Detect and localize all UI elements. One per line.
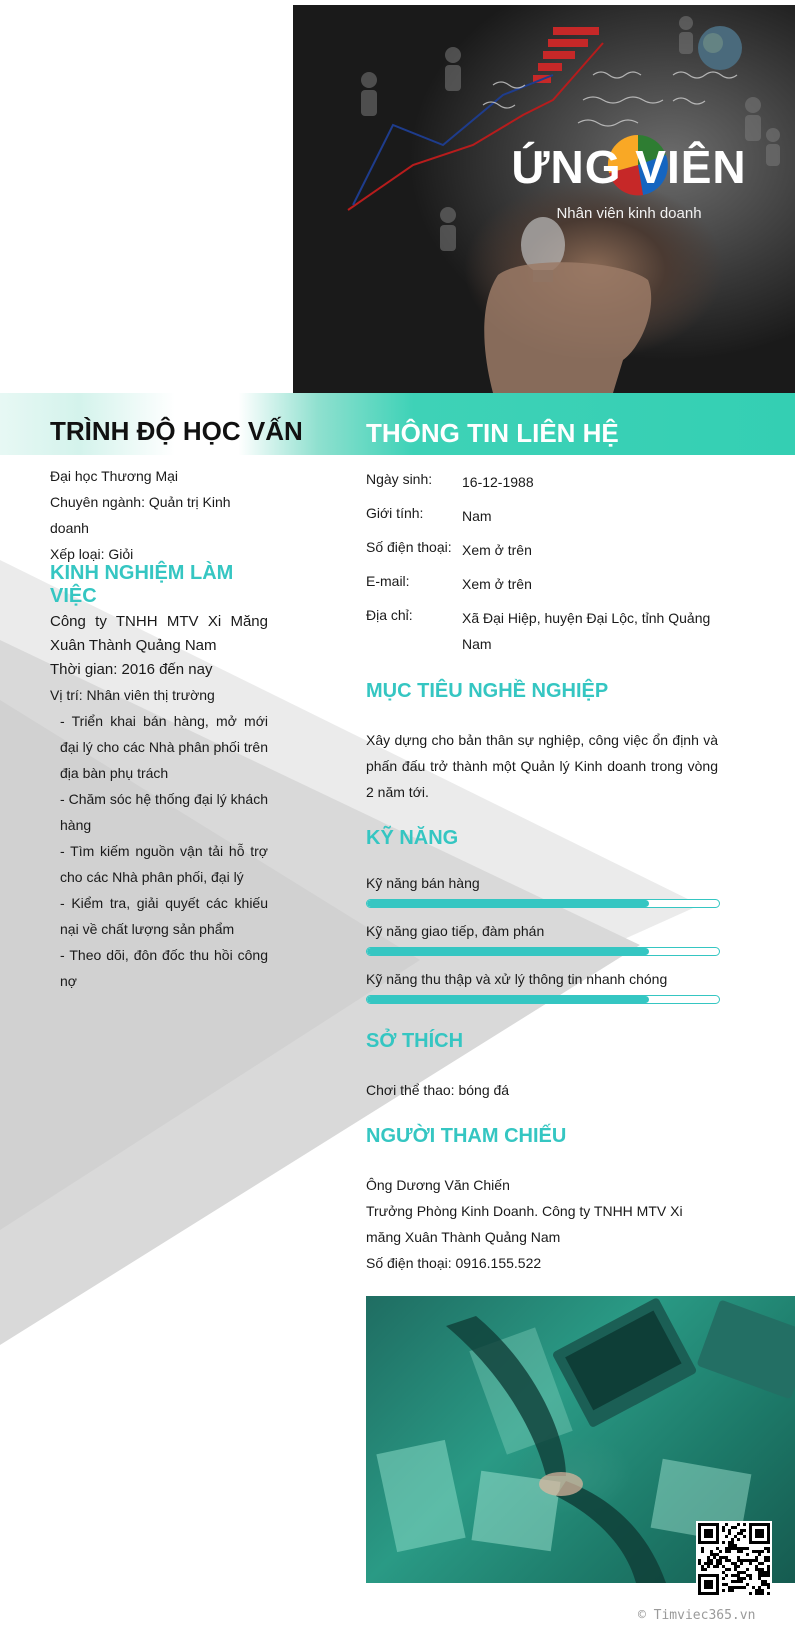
- skill-fill: [367, 900, 649, 907]
- duty-item: - Tìm kiếm nguồn vận tải hỗ trợ cho các Nhà phân phối, đại lý: [60, 843, 268, 885]
- education-major: Chuyên ngành: Quản trị Kinh doanh: [50, 494, 231, 536]
- reference-name: Ông Dương Văn Chiến: [366, 1177, 510, 1193]
- contact-row-birthdate: [366, 466, 718, 495]
- skill-item: [366, 969, 718, 1017]
- contact-row-email: [366, 568, 718, 597]
- skill-fill: [367, 948, 649, 955]
- contact-label: E-mail:: [366, 573, 410, 589]
- skill-fill: [367, 996, 649, 1003]
- duty-item: - Kiểm tra, giải quyết các khiếu nại về chất lượng sản phẩm: [60, 895, 268, 937]
- contact-label: Ngày sinh:: [366, 471, 433, 487]
- duty-item: - Theo dõi, đôn đốc thu hồi công nợ: [60, 947, 268, 989]
- contact-value: Xã Đại Hiệp, huyện Đại Lộc, tỉnh Quảng Nam: [462, 610, 711, 652]
- skill-label: Kỹ năng bán hàng: [366, 875, 480, 891]
- skill-item: [366, 873, 718, 921]
- qr-code-pattern: [698, 1523, 770, 1595]
- experience-section: [50, 610, 268, 994]
- contact-row-gender: [366, 500, 718, 529]
- contact-heading: THÔNG TIN LIÊN HỆ: [366, 418, 619, 448]
- qr-code: [696, 1521, 772, 1597]
- experience-position: Vị trí: Nhân viên thị trường: [50, 687, 215, 703]
- education-section: [50, 463, 268, 567]
- skill-bar: [366, 947, 720, 956]
- reference-section: [366, 1172, 718, 1276]
- reference-phone: Số điện thoại: 0916.155.522: [366, 1255, 542, 1271]
- education-school: Đại học Thương Mại: [50, 468, 179, 484]
- objective-text: Xây dựng cho bản thân sự nghiệp, công việc ổn định và phấn đấu trở thành một Quản lý Kinh doanh trong vòng 2 năm tới.: [366, 732, 718, 800]
- education-heading: TRÌNH ĐỘ HỌC VẤN: [50, 416, 303, 446]
- reference-heading: NGƯỜI THAM CHIẾU: [366, 1125, 567, 1147]
- education-grade: Xếp loại: Giỏi: [50, 546, 134, 562]
- candidate-title: ỨNG VIÊN: [511, 141, 747, 193]
- header-photo: [293, 5, 795, 393]
- skill-bar: [366, 899, 720, 908]
- skill-label: Kỹ năng giao tiếp, đàm phán: [366, 923, 545, 939]
- duty-item: - Chăm sóc hệ thống đại lý khách hàng: [60, 791, 268, 833]
- hobbies-heading: SỞ THÍCH: [366, 1030, 464, 1052]
- reference-title: Trưởng Phòng Kinh Doanh. Công ty TNHH MTV Xi măng Xuân Thành Quảng Nam: [366, 1203, 683, 1245]
- contact-row-phone: [366, 534, 718, 563]
- experience-company: Công ty TNHH MTV Xi Măng Xuân Thành Quảng Nam: [50, 613, 268, 654]
- contact-row-address: [366, 602, 718, 657]
- duty-item: - Triển khai bán hàng, mở mới đại lý cho các Nhà phân phối trên địa bàn phụ trách: [60, 713, 268, 781]
- experience-heading: KINH NGHIỆM LÀM VIỆC: [50, 562, 234, 607]
- contact-label: Giới tính:: [366, 505, 424, 521]
- skill-item: [366, 921, 718, 969]
- contact-value: Nam: [462, 508, 492, 524]
- experience-period: Thời gian: 2016 đến nay: [50, 661, 213, 678]
- skills-section: [366, 873, 718, 1017]
- contact-section: [366, 466, 718, 662]
- contact-label: Số điện thoại:: [366, 539, 452, 555]
- candidate-position: Nhân viên kinh doanh: [556, 205, 702, 222]
- skill-label: Kỹ năng thu thập và xử lý thông tin nhanh chóng: [366, 971, 668, 987]
- objective-heading: MỤC TIÊU NGHỀ NGHIỆP: [366, 680, 609, 702]
- contact-value: 16-12-1988: [462, 474, 534, 490]
- hobbies-text: Chơi thể thao: bóng đá: [366, 1082, 510, 1098]
- skill-bar: [366, 995, 720, 1004]
- contact-value: Xem ở trên: [462, 576, 532, 592]
- contact-value: Xem ở trên: [462, 542, 532, 558]
- skills-heading: KỸ NĂNG: [366, 827, 459, 849]
- watermark: © Timviec365.vn: [638, 1608, 756, 1623]
- header-illustration: [293, 5, 795, 393]
- contact-label: Địa chỉ:: [366, 607, 413, 623]
